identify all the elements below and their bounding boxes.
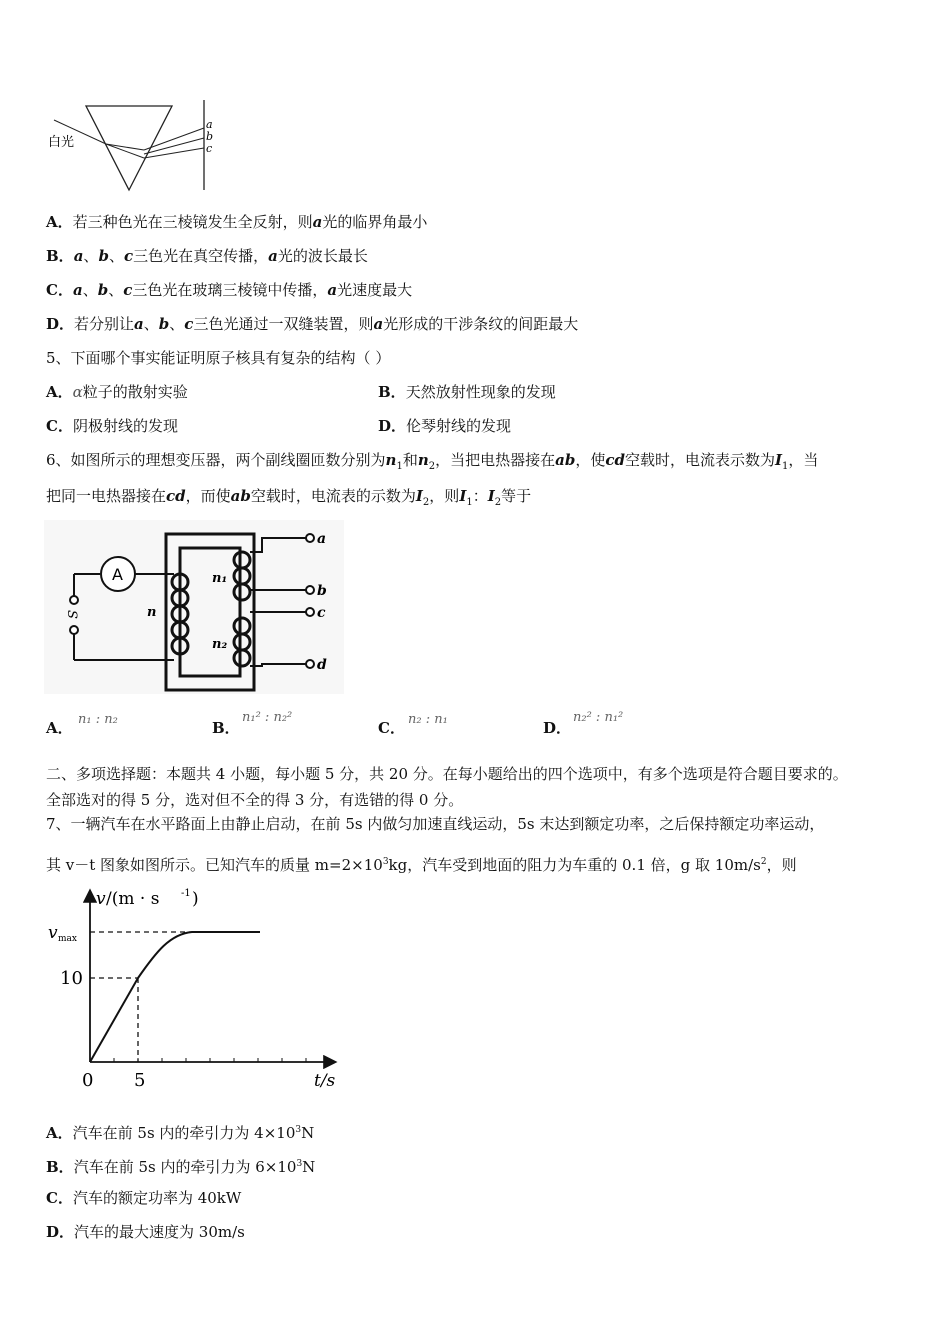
q6-option-a[interactable]: A．: [46, 719, 73, 737]
q6-stem-line1: 6、如图所示的理想变压器，两个副线圈匝数分别为$n_1$和$n_2$，当把电热器接在ab，使cd空载时，电流表示数为$I_1$，当: [46, 451, 819, 472]
q6-option-c[interactable]: C．: [378, 719, 405, 737]
prism-figure: [44, 98, 234, 194]
terminal-d-label: d: [317, 657, 327, 673]
n1-label: n₁: [212, 571, 228, 586]
x-tick-0: 0: [82, 1070, 94, 1091]
source-terminal-top: [70, 596, 78, 604]
terminal-c: [306, 608, 314, 616]
q5-option-c[interactable]: C．阴极射线的发现: [46, 417, 178, 435]
label-b: b: [206, 130, 214, 143]
q4-option-d[interactable]: D．若分别让a、b、c三色光通过一双缝装置，则a光形成的干涉条纹的间距最大: [46, 315, 579, 333]
source-label: S: [64, 610, 79, 619]
q7-option-b[interactable]: B．汽车在前 5s 内的牵引力为 $6\times 10^3N$: [46, 1158, 316, 1176]
series-power-curve: [138, 932, 260, 978]
q5-option-a[interactable]: A．α粒子的散射实验: [46, 383, 188, 401]
label-a: a: [206, 118, 213, 131]
y-axis-label-v: v: [96, 889, 106, 909]
q4-option-a[interactable]: A．若三种色光在三棱镜发生全反射，则a光的临界角最小: [46, 213, 428, 231]
q6-option-b-expr: n₁² : n₂²: [242, 710, 293, 725]
ray-a: [144, 128, 204, 150]
q5-option-d[interactable]: D．伦琴射线的发现: [378, 417, 512, 435]
y-axis-label-close: ): [192, 889, 199, 909]
section2-heading-line1: 二、多项选择题：本题共 4 小题，每小题 5 分，共 20 分。在每小题给出的四个选项中，有多个选项是符合题目要求的。: [46, 765, 848, 783]
q4-option-b[interactable]: B．a、b、c三色光在真空传播，a光的波长最长: [46, 247, 368, 265]
x-axis-label: t/s: [314, 1071, 336, 1091]
q7-option-c[interactable]: C．汽车的额定功率为 40kW: [46, 1189, 242, 1207]
label-c: c: [206, 142, 213, 155]
section2-heading-line2: 全部选对的得 5 分，选对但不全的得 3 分，有选错的得 0 分。: [46, 791, 464, 809]
q6-option-c-expr: n₂ : n₁: [408, 712, 448, 727]
source-terminal-bottom: [70, 626, 78, 634]
figure-background: [44, 520, 344, 694]
transformer-figure: [44, 520, 344, 694]
terminal-b: [306, 586, 314, 594]
vmax-label: v: [48, 923, 58, 943]
terminal-a-label: a: [317, 531, 327, 547]
y-axis-label-exp: -1: [181, 888, 191, 899]
terminal-d: [306, 660, 314, 668]
q5-stem: 5、下面哪个事实能证明原子核具有复杂的结构（ ）: [46, 349, 391, 367]
q6-stem-line2: 把同一电热器接在cd，而使ab空载时，电流表的示数为$I_2$，则$I_1$：$I_2$等于: [46, 487, 532, 508]
q6-option-a-expr: n₁ : n₂: [78, 712, 118, 727]
ray-c: [144, 148, 204, 158]
q7-stem-line1: 7、一辆汽车在水平路面上由静止启动，在前 5s 内做匀加速直线运动，5s 末达到额定功率，之后保持额定功率运动，: [46, 815, 825, 833]
series-linear-segment: [90, 978, 138, 1062]
y-tick-10: 10: [60, 968, 83, 989]
q6-option-b[interactable]: B．: [212, 719, 240, 737]
white-light-label: 白光: [48, 135, 75, 150]
vmax-sub: max: [58, 934, 77, 944]
refracted-ray: [106, 144, 144, 150]
q5-option-b[interactable]: B．天然放射性现象的发现: [378, 383, 556, 401]
q7-option-d[interactable]: D．汽车的最大速度为 30m/s: [46, 1223, 245, 1241]
primary-n-label: n: [147, 605, 157, 620]
ray-b: [144, 138, 204, 154]
q6-option-d[interactable]: D．: [543, 719, 572, 737]
x-tick-5: 5: [134, 1070, 146, 1091]
q7-stem-line2: 其 v－t 图象如图所示。已知汽车的质量 $m=2\times 10^3kg$，汽车受到地面的阻力为车重的 0.1 倍，g 取 $10m/s^2$，则: [46, 856, 797, 874]
y-axis-label-unit: /(m · s: [106, 889, 160, 909]
vt-chart: [44, 882, 344, 1092]
q6-option-d-expr: n₂² : n₁²: [573, 710, 624, 725]
q7-option-a[interactable]: A．汽车在前 5s 内的牵引力为 $4\times 10^3N$: [46, 1124, 315, 1142]
terminal-a: [306, 534, 314, 542]
n2-label: n₂: [212, 637, 228, 652]
terminal-c-label: c: [317, 605, 326, 621]
terminal-b-label: b: [317, 583, 327, 599]
ammeter-label: A: [112, 565, 123, 584]
q4-option-c[interactable]: C．a、b、c三色光在玻璃三棱镜中传播，a光速度最大: [46, 281, 413, 299]
